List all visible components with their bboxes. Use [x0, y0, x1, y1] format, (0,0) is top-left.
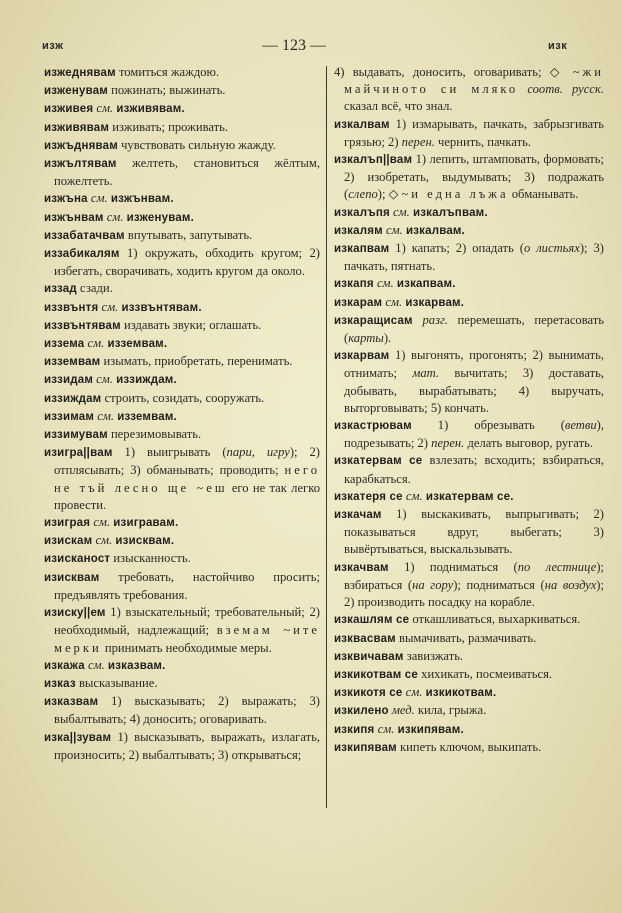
dictionary-entry: [44, 335, 320, 353]
headword: изжъна: [44, 193, 88, 206]
definition-text: ); 2) отплясывать; 3) обманывать; проводить;: [54, 445, 320, 478]
grammar-label: ветви: [564, 418, 597, 433]
dictionary-entry: [334, 488, 604, 506]
example-phrase: ~и една лъжа: [401, 187, 509, 202]
dictionary-entry: [44, 444, 320, 514]
dictionary-entry: [334, 222, 604, 240]
definition-text: ); подниматься (: [453, 577, 545, 592]
definition-text: 1) лепить, штамповать, формовать; 2) изобретать, выдумывать; 3) подражать (: [344, 152, 604, 202]
grammar-label: см.: [389, 204, 410, 219]
example-phrase: ~жи майчиното си мляко: [344, 65, 604, 97]
headword: изземвам: [44, 356, 101, 369]
headword: изкикотвам се: [334, 668, 418, 681]
dictionary-entry: [44, 532, 320, 550]
grammar-label: см.: [382, 222, 403, 237]
dictionary-entry: [334, 151, 604, 204]
cross-reference: изкатервам се.: [425, 490, 514, 503]
dictionary-entry: [44, 657, 320, 675]
dictionary-entry: [334, 417, 604, 452]
grammar-label: см.: [84, 336, 105, 351]
dictionary-entry: [44, 550, 320, 568]
headword: изкипя: [334, 723, 375, 736]
headword: изквасвам: [334, 632, 396, 645]
dictionary-entry: [44, 390, 320, 408]
headword: изкажа: [44, 659, 85, 672]
dictionary-entry: [334, 611, 604, 629]
dictionary-entry: [334, 506, 604, 559]
definition-text: изымать, приобретать, перенимать.: [100, 354, 293, 369]
definition-text: 1) высказывать, выражать, излагать, произносить; 2) выбалтывать; 3) открываться;: [54, 729, 320, 762]
headword: изкарвам: [334, 350, 390, 363]
dictionary-entry: [44, 353, 320, 371]
grammar-label: по лестнице: [517, 559, 597, 574]
dictionary-entry: [334, 721, 604, 739]
dictionary-entry: [44, 119, 320, 137]
definition-text: ); ◇: [377, 187, 402, 202]
definition-text: сказал всё, что знал.: [344, 99, 453, 114]
definition-text: его не так легко провести.: [54, 480, 320, 512]
definition-text: перемешать, перетасовать (: [344, 312, 604, 346]
headword: изкатервам се: [334, 455, 423, 468]
headword: иззабикалям: [44, 248, 120, 261]
headword: иззиждам: [44, 392, 102, 405]
definition-text: взлезать; всходить; взбираться, карабкаться.: [344, 453, 604, 486]
dictionary-entry: [334, 275, 604, 293]
definition-text: принимать необходимые меры.: [101, 640, 272, 655]
cross-reference: изжънвам.: [110, 193, 174, 206]
definition-text: 1) выгонять, прогонять; 2) вынимать, отнимать;: [344, 348, 604, 381]
grammar-label: см.: [93, 101, 114, 116]
dictionary-entry: [44, 426, 320, 444]
headword: изиграя: [44, 517, 91, 530]
left-column: [44, 64, 320, 764]
definition-text: вычитать; 3) доставать, добывать, вырабатывать; 4) выручать, выторговывать; 5) кончать.: [344, 366, 604, 415]
grammar-label: см.: [373, 276, 394, 291]
headword: изкапя: [334, 278, 374, 291]
cross-reference: изземвам.: [107, 338, 168, 351]
dictionary-entry: [44, 227, 320, 245]
definition-text: 1) взыскательный; требовательный; 2) необходимый, надлежащий;: [54, 605, 320, 638]
definition-text: сзади.: [76, 281, 113, 296]
grammar-label: перен.: [401, 134, 435, 149]
dictionary-entry: [334, 452, 604, 487]
dictionary-entry: [334, 64, 604, 116]
cross-reference: изказвам.: [107, 659, 166, 672]
grammar-label: см.: [382, 294, 403, 309]
definition-text: желтеть, становиться жёлтым, пожелтеть.: [54, 156, 320, 189]
dictionary-entry: [44, 371, 320, 389]
grammar-label: см.: [402, 685, 423, 700]
dictionary-entry: [44, 190, 320, 208]
headword: иззидам: [44, 374, 94, 387]
grammar-label: см.: [93, 372, 113, 387]
dictionary-entry: [334, 630, 604, 648]
grammar-label: перен.: [431, 436, 465, 451]
cross-reference: изженувам.: [126, 211, 195, 224]
definition-text: требовать, настойчиво просить; предъявлять требования.: [54, 569, 320, 602]
headword: изкарам: [334, 296, 383, 309]
dictionary-entry: [44, 604, 320, 657]
definition-text: вымачивать, размачивать.: [395, 630, 537, 645]
headword: изжъднявам: [44, 139, 118, 152]
dictionary-entry: [334, 684, 604, 702]
grammar-label: см.: [92, 533, 113, 548]
dictionary-entry: [44, 245, 320, 280]
headword: изкалям: [334, 224, 383, 237]
grammar-label: см.: [98, 299, 119, 314]
grammar-label: см.: [402, 488, 423, 503]
grammar-label: на гору: [412, 577, 454, 592]
headword: изкапвам: [334, 243, 390, 256]
grammar-label: мед.: [391, 703, 415, 718]
dictionary-entry: [334, 702, 604, 720]
definition-text: завизжать.: [403, 648, 464, 663]
headword: изжеднявам: [44, 67, 116, 79]
cross-reference: изкипявам.: [397, 723, 464, 736]
definition-text: 1) подниматься (: [388, 559, 518, 574]
cross-reference: изкалъпвам.: [412, 206, 488, 219]
headword: изказ: [44, 677, 76, 690]
grammar-label: пари, игру: [226, 445, 290, 460]
headword: изкалвам: [334, 118, 390, 131]
grammar-label: см.: [94, 408, 115, 423]
dictionary-entry: [44, 675, 320, 693]
definition-text: чернить, пачкать.: [434, 134, 531, 149]
dictionary-entry: [334, 116, 604, 151]
headword: изквичавам: [334, 650, 404, 663]
dictionary-entry: [334, 240, 604, 275]
headword: изкатеря се: [334, 490, 403, 503]
grammar-label: см.: [103, 209, 124, 224]
definition-text: ); 3) пачкать, пятнать.: [344, 241, 604, 274]
definition-text: 1) высказывать; 2) выражать; 3) выбалтывать; 4) доносить; оговаривать.: [54, 694, 320, 727]
definition-text: кипеть ключом, выкипать.: [396, 739, 542, 754]
definition-text: пожинать; выжинать.: [108, 83, 226, 98]
definition-text: 1) обрезывать (: [411, 418, 565, 433]
dictionary-entry: [334, 739, 604, 757]
column-divider: [326, 66, 327, 808]
definition-text: откашливаться, выхаркиваться.: [409, 612, 581, 627]
headword: изисквам: [44, 571, 100, 584]
definition-text: ).: [383, 331, 392, 346]
cross-reference: изкарвам.: [405, 296, 465, 309]
definition-text: томиться жаждою.: [115, 65, 220, 79]
headword: изкастрювам: [334, 420, 412, 433]
definition-text: ); взбираться (: [344, 559, 605, 592]
cross-reference: изкапвам.: [396, 278, 456, 291]
running-head-right: изк: [548, 40, 568, 52]
dictionary-entry: [44, 569, 320, 604]
dictionary-entry: [44, 100, 320, 118]
grammar-label: разг.: [422, 312, 448, 327]
grammar-label: см.: [87, 191, 108, 206]
grammar-label: см.: [374, 721, 395, 736]
example-phrase: него не тъй лесно ще ~еш: [54, 463, 320, 495]
headword: иззимувам: [44, 429, 108, 442]
definition-text: 4) выдавать, доносить, оговаривать; ◇: [334, 65, 573, 79]
headword: изживея: [44, 103, 94, 116]
definition-text: перезимовывать.: [107, 427, 202, 442]
headword: иззвънтявам: [44, 319, 121, 332]
dictionary-entry: [334, 294, 604, 312]
page-number: — 123 —: [262, 37, 326, 54]
definition-text: издавать звуки; оглашать.: [120, 317, 262, 332]
cross-reference: изземвам.: [117, 410, 177, 423]
cross-reference: изигравам.: [113, 517, 179, 530]
grammar-label: см.: [90, 515, 111, 530]
headword: изказвам: [44, 696, 99, 709]
right-column: [334, 64, 604, 757]
dictionary-entry: [44, 64, 320, 82]
cross-reference: изкикотвам.: [425, 687, 497, 700]
headword: изисканост: [44, 553, 111, 566]
grammar-label: о листьях: [523, 241, 580, 256]
definition-text: впутывать, запутывать.: [124, 227, 253, 242]
dictionary-entry: [44, 514, 320, 532]
definition-text: 1) выскакивать, выпрыгивать; 2) показываться вдруг, выбегать; 3) вывёртываться, выскальзывать.: [344, 507, 604, 557]
headword: иззимам: [44, 410, 95, 423]
dictionary-entry: [44, 299, 320, 317]
headword: изживявам: [44, 121, 110, 134]
headword: изкалъп||вам: [334, 154, 413, 167]
definition-text: 1) окружать, обходить кругом; 2) избегать, сворачивать, ходить кругом да около.: [54, 246, 320, 279]
grammar-label: карты: [348, 331, 384, 346]
grammar-label: см.: [84, 657, 105, 672]
cross-reference: иззиждам.: [116, 374, 177, 387]
dictionary-entry: [44, 209, 320, 227]
grammar-label: слепо: [348, 187, 378, 202]
grammar-label: соотв. русск.: [527, 82, 604, 97]
definition-text: 1) капать; 2) опадать (: [389, 241, 524, 256]
grammar-label: на воздух: [544, 577, 597, 592]
headword: иззабатачвам: [44, 229, 125, 242]
dictionary-entry: [44, 729, 320, 764]
definition-text: хихикать, посмеиваться.: [418, 666, 553, 681]
headword: иззвънтя: [44, 301, 99, 314]
definition-text: изысканность.: [110, 551, 191, 566]
cross-reference: иззвънтявам.: [121, 301, 202, 314]
headword: изженувам: [44, 85, 108, 98]
headword: изигра||вам: [44, 447, 113, 460]
headword: изка||зувам: [44, 731, 112, 744]
definition-text: изживать; проживать.: [109, 119, 229, 134]
running-head-left: изж: [42, 40, 64, 52]
headword: изжънвам: [44, 211, 104, 224]
headword: изкачам: [334, 509, 382, 522]
cross-reference: изисквам.: [115, 535, 175, 548]
cross-reference: изкалвам.: [405, 224, 466, 237]
dictionary-entry: [44, 137, 320, 155]
headword: изкашлям се: [334, 614, 410, 627]
grammar-label: мат.: [412, 366, 440, 381]
definition-text: [518, 82, 527, 96]
dictionary-entry: [334, 559, 604, 612]
headword: изискам: [44, 535, 93, 548]
definition-text: 1) выигрывать (: [112, 445, 227, 460]
headword: изкикотя се: [334, 687, 403, 700]
dictionary-entry: [44, 82, 320, 100]
headword: изиску||ем: [44, 607, 106, 620]
definition-text: ); 2) производить посадку на корабле.: [344, 577, 604, 610]
definition-text: делать выговор, ругать.: [464, 436, 593, 451]
dictionary-entry: [44, 317, 320, 335]
definition-text: 1) измарывать, пачкать, забрызгивать грязью; 2): [344, 116, 604, 149]
dictionary-entry: [44, 693, 320, 728]
dictionary-entry: [44, 155, 320, 190]
dictionary-entry: [334, 648, 604, 666]
dictionary-entry: [44, 280, 320, 298]
dictionary-entry: [334, 312, 604, 347]
definition-text: обманывать.: [508, 187, 579, 202]
headword: иззема: [44, 338, 85, 351]
definition-text: строить, созидать, сооружать.: [101, 390, 265, 405]
headword: изжълтявам: [44, 158, 117, 171]
example-phrase: вземам ~ите мерки: [54, 623, 320, 655]
headword: иззад: [44, 283, 77, 296]
dictionary-entry: [334, 347, 604, 417]
headword: изкипявам: [334, 741, 397, 754]
dictionary-entry: [44, 408, 320, 426]
dictionary-entry: [334, 204, 604, 222]
dictionary-entry: [334, 666, 604, 684]
headword: изкачвам: [334, 561, 389, 574]
headword: изкаращисам: [334, 314, 413, 327]
headword: изкилено: [334, 705, 389, 718]
headword: изкалъпя: [334, 206, 390, 219]
definition-text: кила, грыжа.: [414, 703, 487, 718]
cross-reference: изживявам.: [116, 103, 185, 116]
definition-text: ), подрезывать; 2): [344, 418, 604, 451]
definition-text: высказывание.: [75, 675, 158, 690]
definition-text: чувствовать сильную жажду.: [117, 137, 276, 152]
